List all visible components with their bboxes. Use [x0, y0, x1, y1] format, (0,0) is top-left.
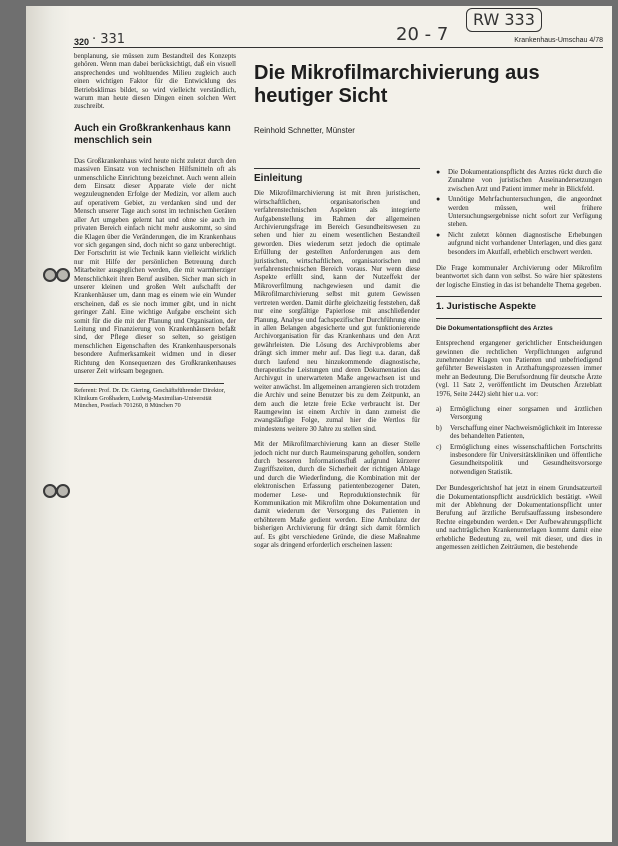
list-item-text: Ermöglichung einer sorgsamen und ärztlichen Versorgung: [450, 404, 602, 422]
section-heading: Auch ein Großkrankenhaus kann menschlich sein: [74, 122, 231, 146]
document-page: [26, 6, 612, 842]
paragraph: Mit der Mikrofilmarchivierung kann an dieser Stelle jedoch nicht nur durch Raumeinsparung geholfen, sondern durch besseren Informationsfluß aufgrund kürzerer Zugriffszeiten, durch die Sicherheit der richtigen Ablage und durch die Wiederfindung, die Kombination mit der elektronischen Erfassung patientenbezogener Daten, moderner Lese- und Reproduktionstechnik für Kommunikation mit Mikrofilm ohne Dokumentation und damit wiederum der Versorgung des Patienten in erhöhterem Maße gedient werden. Eine Ambulanz der bisherigen Archivierung für drängt sich damit förmlich auf. Es gibt verschiedene Gründe, die diese Maßnahme sogar als dringend erforderlich erscheinen lassen:: [254, 440, 420, 550]
paragraph: Entsprechend ergangener gerichtlicher Entscheidungen gewinnen die rechtlichen Verpflichtungen aufgrund zunehmender Klagen von Patienten und unbefriedigend geführter Beweislasten in Arzthaftungsprozessen immer mehr an Bedeutung. Die Berufsordnung für deutsche Ärzte (vgl. 11 Satz 2, veröffentlicht im Deutschen Ärzteblatt 1976, Seite 2442) sieht hier u.a. vor:: [436, 339, 602, 398]
section-heading: Einleitung: [254, 173, 303, 184]
column-center: [254, 168, 420, 556]
header-rule: [73, 47, 603, 48]
handwritten-note-left: · 331: [92, 32, 126, 47]
list-item: [436, 424, 602, 441]
paragraph: benplanung, sie müssen zum Bestandteil des Konzepts gehören. Wenn man dabei berücksichtigt, daß ein visuell ansprechendes und wohltuendes Milieu zugleich auch einen wichtigen Faktor für die Entwicklung des Betriebsklimas bildet, so wird vielleicht verständlich, warum man heute diesen Dingen einen solchen Wert zuschreibt.: [74, 52, 236, 111]
subsection-heading: Die Dokumentationspflicht des Arztes: [436, 324, 553, 332]
article-author: Reinhold Schnetter, Münster: [254, 126, 355, 135]
paragraph: Die Mikrofilmarchivierung ist mit ihren juristischen, wirtschaftlichen, organisatorischen und verfahrenstechnischen Aspekten als integrierte Aufgabenstellung im Rahmen der allgemeinen Archivierungsfrage im Bereich Gesundheitswesen zu sehen und hier zu einem wesentlichen Bestandteil geworden. Dies wiederum setzt jedoch die optimale Erfüllung der gestellten Anforderungen aus dem juristischen, wirtschaftlichen, organisatorischen und verfahrenstechnischen Bereich voraus. Nur wenn diese Aspekte erfüllt sind, kann der Nutzeffekt der Mikroverfilmung nachgewiesen und damit die Mikrofilmarchivierung selbst mit gutem Gewissen vertreten werden. Damit dürfte gleichzeitig feststehen, daß nur eine sorgfältige Papierlose mit anschließender Planung, Analyse und fachspezifischer Durchführung eine in allen Belangen abgesicherte und gut funktionierende Archivorganisation für das Krankenhaus und den Arzt gewährleisten. Die Lösung des Archivproblems aber drängt sich immer mehr auf. Das liegt u.a. daran, daß durch laufend neu hinzukommende diagnostische, therapeutische Leistungen und deren Dokumentation das Archivgut in unerwarteten Maße angewachsen ist und weiter anwächst. Im allgemeinen arrangieren sich trotzdem die Archiv und seine Benutzer bis zu dem Zeitpunkt, an dem auch die letzte freie Ecke verbraucht ist. Der Raumgewinn ist einem Archiv in dann zumeist die zwangsläufige Folge, zumal hier die Wertlos für mindestens weitere 30 Jahre zu stellen sind.: [254, 189, 420, 433]
list-item: [436, 443, 602, 477]
binder-ring: [43, 268, 57, 282]
bullet-list: [436, 168, 602, 256]
list-marker: b): [436, 423, 442, 432]
paragraph: Das Großkrankenhaus wird heute nicht zuletzt durch den massiven Einsatz von technischen Hilfsmitteln oft als unmenschliche Einrichtung bezeichnet. Auch wenn allein dem Einsatz dieser Apparate viele der nicht wegzuleugnenden Erfolge der Medizin, vor allem auch auf operativem Gebiet, zu verdanken sind und der Mensch unserer Tage auch sonst im technischen Geräten aller Art umgeben gelernt hat und ohne sie auch im privaten Bereich einfach nicht mehr auskommt, so sind die Klagen über die Veränderungen, die im Krankenhaus vor sich gegangen sind, doch nicht so ganz unberechtigt. Der Fortschritt ist wie Technik kann vielleicht wirklich nur mit Hilfe der persönlichen Betreuung durch Mitarbeiter ausgeglichen werden, die mit warmherziger Menschlichkeit ihren Beruf ausüben. Sicher man sich in unserer kleinen und großen Welt aufschafft der Krankenhäuser um, dann mag es einem wie ein Wunder erscheinen, daß es sie noch immer gibt, und in nicht geringer Zahl. Eine wichtige Aufgabe erscheint sich somit für die die mit der Planung und Organisation, der Leitung und Finanzierung von Krankenhäusern befaßt sind, der Pflege dieser so selten, so geistigen menschlichen Eigenschaften des Krankenhauspersonals besondere Aufmerksamkeit widmen und in dieser Richtung den Konsequenzen des Großkrankenhauses unserer Zeit wirksam begegnen.: [74, 156, 236, 375]
binder-ring: [56, 484, 70, 498]
handwritten-note-center: 20 - 7: [396, 24, 449, 45]
paragraph: Die Frage kommunaler Archivierung oder Mikrofilm beantwortet sich dann von selbst. So wäre hier spätestens der logische Einstieg in das ist behandelte Thema gegeben.: [436, 264, 602, 289]
divider: [436, 318, 602, 319]
list-item: [436, 405, 602, 422]
paragraph: Der Bundesgerichtshof hat jetzt in einem Grundsatzurteil die Dokumentationspflicht ausdrücklich bestätigt. »Weil mit der Ablehnung der Dokumentationspflicht unter Berufung auf ärztliche Berufsauffassung insbesondere Rechte eingebunden werden.« Der Aufbewahrungspflicht und nachträglichen Krankenunterlagen kommt damit eine erhebliche Bedeutung zu, weil mit dieser, und dies in angemessen zeitlichen Zeiträumen, die bestehende: [436, 484, 602, 552]
page-number: 320: [74, 37, 90, 47]
reference-note: [74, 383, 236, 410]
list-marker: c): [436, 442, 442, 451]
binder-ring: [56, 268, 70, 282]
binder-margin: [26, 6, 70, 842]
column-right: [436, 168, 602, 558]
list-item-text: Verschaffung einer Nachweismöglichkeit im Interesse des behandelten Patienten,: [450, 423, 602, 441]
reference-text: Referent: Prof. Dr. Dr. Giering, Geschäftsführender Direktor, Klinikum Großhadern, Ludwig-Maximilian-Universität München, Postfach 701260, 8 München 70: [74, 387, 226, 410]
article-title: Die Mikrofilmarchivierung aus heutiger Sicht: [254, 62, 540, 107]
list-item-text: Ermöglichung eines wissenschaftlichen Fortschritts insbesondere für Universitätskliniken und öffentliche Gesundheitspolitik und Gesundheitsvorsorge notwendigen Statistik.: [450, 442, 602, 476]
list-marker: a): [436, 404, 442, 413]
list-item: ● Unnötige Mehrfachuntersuchungen, die angeordnet werden müssen, weil frühere Untersuchungsergebnisse nicht sofort zur Verfügung stehen.: [436, 195, 602, 229]
list-item: ● Nicht zuletzt können diagnostische Erhebungen aufgrund nicht vorhandener Unterlagen, und dies ganz besonders im Akutfall, erheblich erschwert werden.: [436, 231, 602, 256]
journal-reference: Krankenhaus-Umschau 4/78: [514, 37, 603, 44]
binder-ring: [43, 484, 57, 498]
column-left: [74, 52, 236, 410]
list-item: ● Die Dokumentationspflicht des Arztes rückt durch die Zunahme von juristischen Auseinandersetzungen zwischen Arzt und Patient immer mehr in Blickfeld.: [436, 168, 602, 193]
divider: [74, 383, 224, 384]
archive-stamp: RW 333: [466, 8, 542, 32]
divider: [436, 296, 602, 297]
enumerated-list: [436, 405, 602, 476]
divider: [254, 168, 420, 169]
section-heading: 1. Juristische Aspekte: [436, 301, 536, 313]
